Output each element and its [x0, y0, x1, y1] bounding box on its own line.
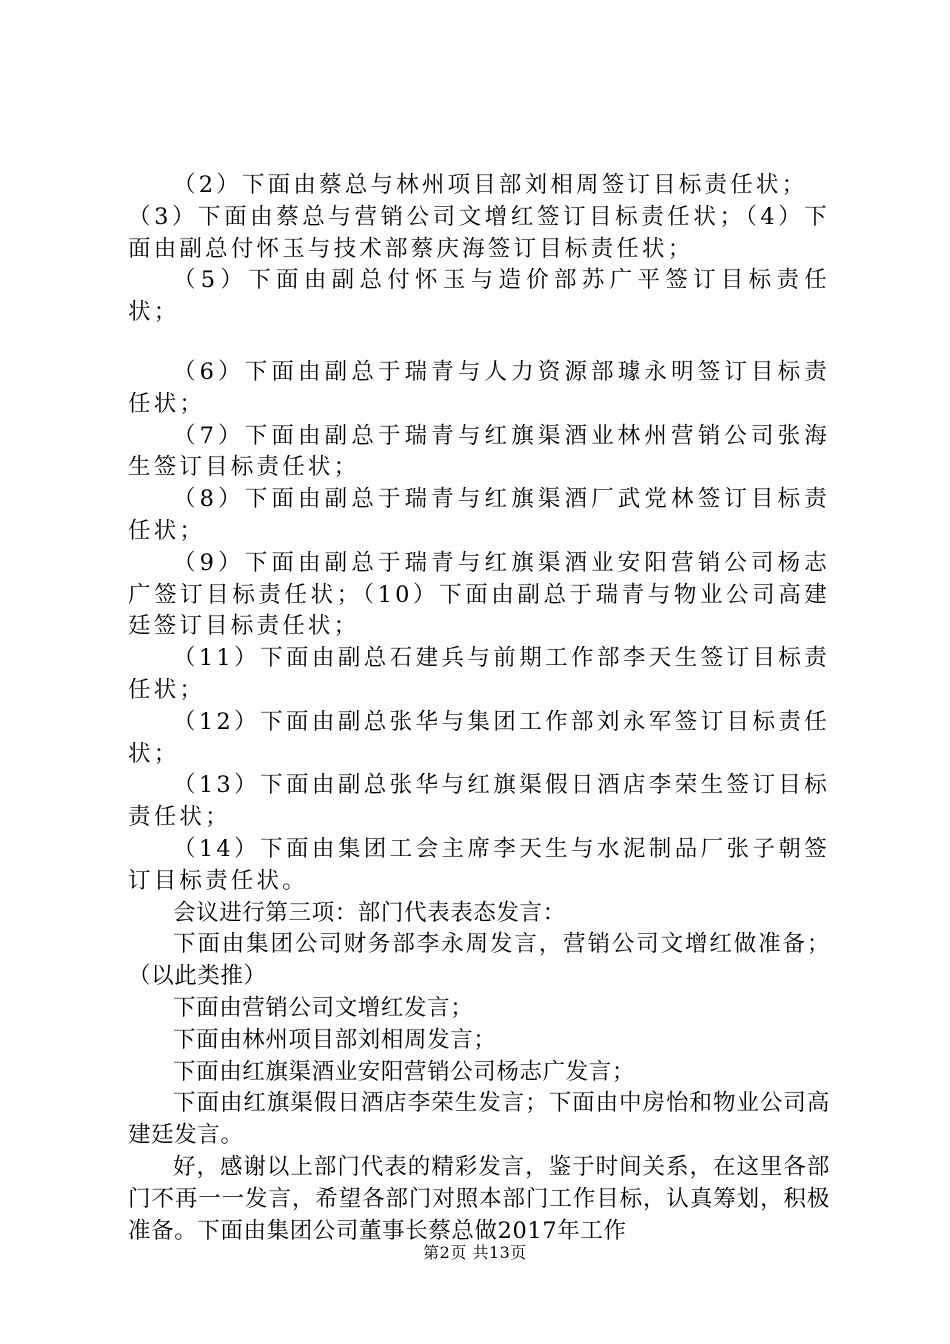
paragraph-3-4: （3）下面由蔡总与营销公司文增红签订目标责任状；（4）下面由副总付怀玉与技术部蔡庆海签订目标责任状；	[128, 203, 830, 262]
paragraph-7: （7）下面由副总于瑞青与红旗渠酒业林州营销公司张海生签订目标责任状；	[128, 422, 830, 481]
paragraph-speaker-marketing: 下面由营销公司文增红发言；	[173, 994, 474, 1021]
paragraph-14: （14）下面由集团工会主席李天生与水泥制品厂张子朝签订目标责任状。	[128, 835, 830, 894]
paragraph-13: （13）下面由副总张华与红旗渠假日酒店李荣生签订目标责任状；	[128, 772, 830, 831]
paragraph-8: （8）下面由副总于瑞青与红旗渠酒厂武党林签订目标责任状；	[128, 486, 830, 544]
document-body	[128, 170, 830, 1247]
page-number-footer: 第2页 共13页	[423, 1243, 527, 1262]
paragraph-5: （5）下面由副总付怀玉与造价部苏广平签订目标责任状；	[128, 267, 830, 326]
paragraph-agenda-item-3: 会议进行第三项：部门代表表态发言：	[173, 899, 566, 926]
paragraph-speaker-hotel: 下面由红旗渠假日酒店李荣生发言；下面由中房怡和物业公司高建廷发言。	[128, 1090, 830, 1149]
paragraph-speaker-linzhou: 下面由林州项目部刘相周发言；	[173, 1026, 497, 1053]
paragraph-9-10: （9）下面由副总于瑞青与红旗渠酒业安阳营销公司杨志广签订目标责任状；（10）下面由副总于瑞青与物业公司高建廷签订目标责任状；	[128, 549, 830, 640]
paragraph-speaker-anyang: 下面由红旗渠酒业安阳营销公司杨志广发言；	[173, 1058, 636, 1085]
paragraph-gap	[128, 329, 830, 357]
paragraph-closing: 好，感谢以上部门代表的精彩发言，鉴于时间关系，在这里各部门不再一一发言，希望各部门对照本部门工作目标，认真筹划，积极准备。下面由集团公司董事长蔡总做2017年工作	[128, 1153, 830, 1244]
paragraph-6: （6）下面由副总于瑞青与人力资源部璩永明签订目标责任状；	[128, 358, 830, 417]
paragraph-12: （12）下面由副总张华与集团工作部刘永军签订目标责任状；	[128, 708, 830, 767]
paragraph-speaker-finance: 下面由集团公司财务部李永周发言，营销公司文增红做准备；（以此类推）	[128, 931, 830, 990]
paragraph-11: （11）下面由副总石建兵与前期工作部李天生签订目标责任状；	[128, 645, 830, 703]
paragraph-2: （2）下面由蔡总与林州项目部刘相周签订目标责任状；	[173, 172, 808, 198]
